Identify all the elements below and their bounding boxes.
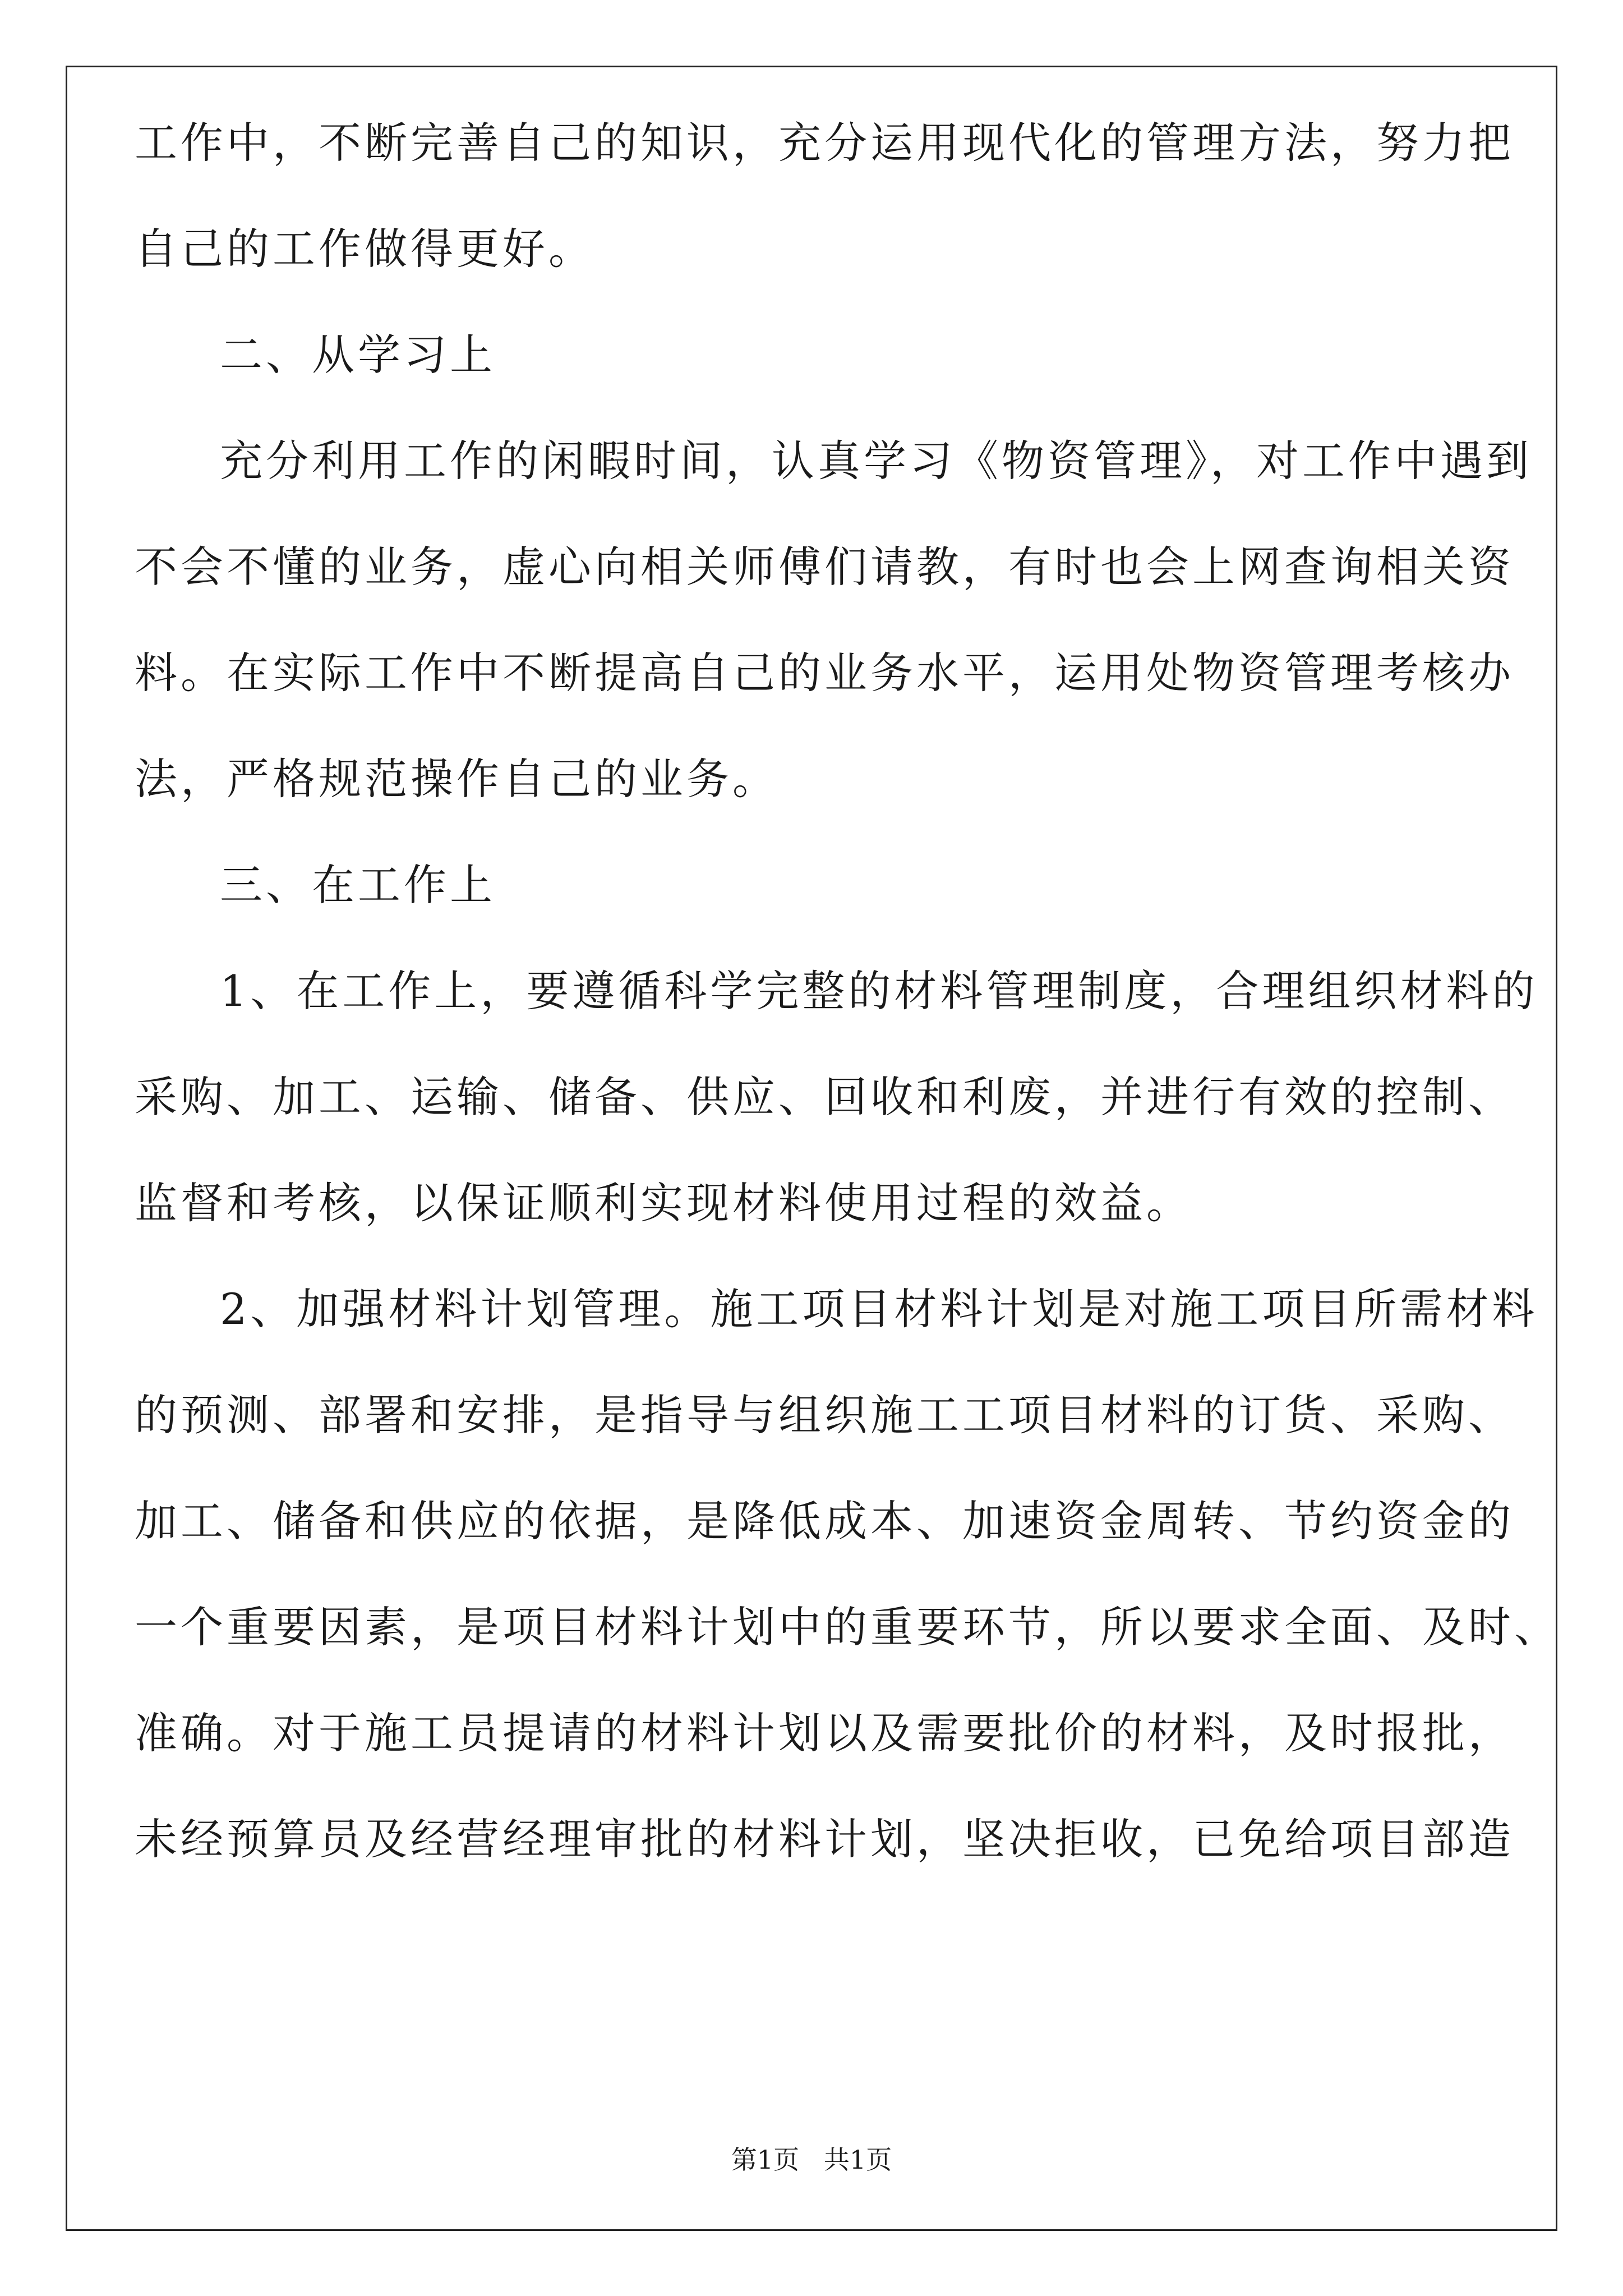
text-line: 法，严格规范操作自己的业务。 bbox=[135, 754, 778, 804]
text-line: 2、加强材料计划管理。施工项目材料计划是对施工项目所需材料 bbox=[220, 1284, 1538, 1334]
text-line: 自己的工作做得更好。 bbox=[135, 224, 594, 274]
text-line: 料。在实际工作中不断提高自己的业务水平，运用处物资管理考核办 bbox=[135, 648, 1514, 698]
text-line: 1、在工作上，要遵循科学完整的材料管理制度，合理组织材料的 bbox=[220, 966, 1538, 1016]
text-line: 二、从学习上 bbox=[220, 330, 496, 380]
text-line: 准确。对于施工员提请的材料计划以及需要批价的材料，及时报批， bbox=[135, 1708, 1514, 1758]
text-line: 加工、储备和供应的依据，是降低成本、加速资金周转、节约资金的 bbox=[135, 1496, 1514, 1546]
text-line: 一个重要因素，是项目材料计划中的重要环节，所以要求全面、及时、 bbox=[135, 1602, 1560, 1652]
text-line: 采购、加工、运输、储备、供应、回收和利废，并进行有效的控制、 bbox=[135, 1072, 1514, 1122]
text-line: 的预测、部署和安排，是指导与组织施工工项目材料的订货、采购、 bbox=[135, 1390, 1514, 1440]
page-footer: 第1页 共1页 bbox=[731, 2145, 892, 2175]
text-line: 不会不懂的业务，虚心向相关师傅们请教，有时也会上网查询相关资 bbox=[135, 542, 1514, 592]
text-line: 未经预算员及经营经理审批的材料计划，坚决拒收，已免给项目部造 bbox=[135, 1814, 1514, 1864]
document-body bbox=[135, 90, 1560, 1892]
text-line: 三、在工作上 bbox=[220, 860, 496, 910]
text-line: 监督和考核，以保证顺利实现材料使用过程的效益。 bbox=[135, 1178, 1192, 1228]
text-line: 充分利用工作的闲暇时间，认真学习《物资管理》，对工作中遇到 bbox=[220, 436, 1532, 486]
text-line: 工作中，不断完善自己的知识，充分运用现代化的管理方法，努力把 bbox=[135, 118, 1514, 168]
